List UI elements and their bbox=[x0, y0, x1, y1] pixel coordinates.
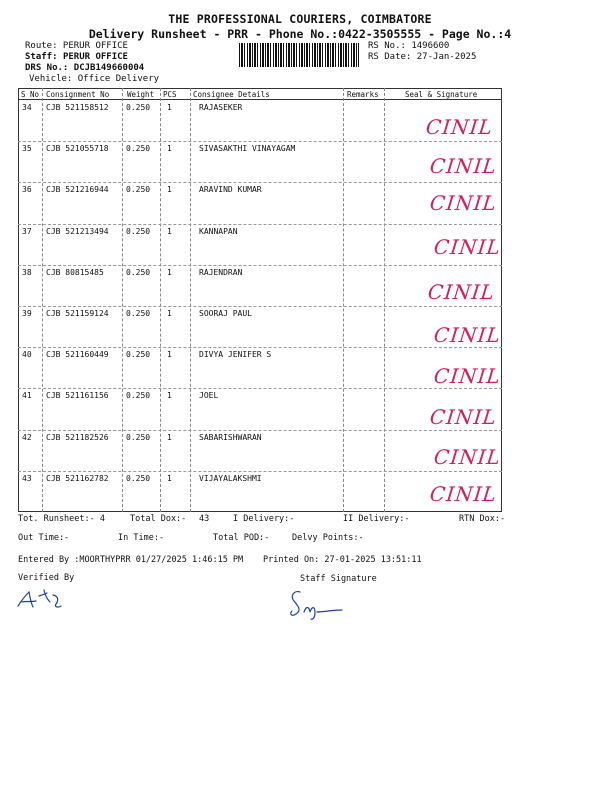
cell-weight: 0.250 bbox=[126, 391, 151, 401]
cell-weight: 0.250 bbox=[126, 144, 151, 154]
cell-pcs: 1 bbox=[167, 226, 172, 236]
cell-consignee: SABARISHWARAN bbox=[199, 432, 262, 442]
cell-pcs: 1 bbox=[167, 391, 172, 401]
column-header-remarks: Remarks bbox=[347, 90, 379, 99]
receiver-signature: CINIL bbox=[432, 234, 503, 259]
drs-label: DRS No.: bbox=[25, 63, 69, 73]
column-divider bbox=[384, 88, 385, 512]
row-divider bbox=[18, 141, 502, 142]
table-header-rule bbox=[18, 99, 502, 100]
column-divider bbox=[343, 88, 344, 512]
rs-date: RS Date: 27-Jan-2025 bbox=[368, 52, 477, 62]
rtn-dox: RTN Dox:- bbox=[459, 514, 506, 524]
cell-consignee: JOEL bbox=[199, 391, 219, 401]
cell-consignee: DIVYA JENIFER S bbox=[199, 350, 272, 360]
row-divider bbox=[18, 224, 502, 225]
row-divider bbox=[18, 182, 502, 183]
total-runsheet: Tot. Runsheet:- 4 bbox=[18, 514, 105, 524]
cell-consignment-no: CJB 521158512 bbox=[46, 103, 109, 112]
cell-pcs: 1 bbox=[167, 309, 172, 318]
row-divider bbox=[18, 471, 502, 472]
in-time: In Time:- bbox=[118, 533, 165, 543]
ii-delivery: II Delivery:- bbox=[343, 514, 410, 524]
column-divider bbox=[122, 88, 123, 512]
receiver-signature: CINIL bbox=[428, 191, 499, 216]
runsheet-subtitle: Delivery Runsheet - PRR - Phone No.:0422-3505555 - Page No.:4 bbox=[88, 27, 512, 41]
cell-consignment-no: CJB 80815485 bbox=[46, 267, 104, 277]
cell-consignment-no: CJB 521216944 bbox=[46, 185, 109, 195]
cell-weight: 0.250 bbox=[126, 103, 151, 112]
cell-weight: 0.250 bbox=[126, 226, 151, 236]
receiver-signature: CINIL bbox=[426, 279, 497, 304]
row-divider bbox=[18, 306, 502, 307]
cell-weight: 0.250 bbox=[126, 267, 151, 277]
entered-by: Entered By :MOORTHYPRR 01/27/2025 1:46:15 PM bbox=[18, 555, 244, 565]
receiver-signature: CINIL bbox=[432, 364, 503, 389]
row-divider bbox=[18, 265, 502, 266]
cell-pcs: 1 bbox=[167, 473, 172, 483]
column-divider bbox=[190, 88, 191, 512]
column-header-consignment: Consignment No bbox=[46, 90, 110, 99]
column-header-sno: S No bbox=[21, 90, 40, 99]
staff-line bbox=[25, 52, 128, 63]
cell-sno: 39 bbox=[22, 309, 32, 318]
staff-signature bbox=[284, 586, 350, 622]
column-header-weight: Weight bbox=[127, 90, 155, 99]
cell-consignee: SIVASAKTHI VINAYAGAM bbox=[199, 144, 296, 154]
row-divider bbox=[18, 347, 502, 348]
i-delivery: I Delivery:- bbox=[233, 514, 295, 524]
cell-sno: 37 bbox=[22, 226, 32, 236]
cell-consignee: KANNAPAN bbox=[199, 226, 238, 236]
cell-pcs: 1 bbox=[167, 350, 172, 360]
drs-barcode bbox=[239, 43, 359, 67]
receiver-signature: CINIL bbox=[428, 405, 499, 430]
staff-value: PERUR OFFICE bbox=[62, 52, 128, 62]
cell-pcs: 1 bbox=[167, 103, 172, 112]
column-header-consignee: Consignee Details bbox=[193, 90, 270, 99]
printed-on: Printed On: 27-01-2025 13:51:11 bbox=[263, 555, 422, 565]
row-divider bbox=[18, 430, 502, 431]
cell-weight: 0.250 bbox=[126, 350, 151, 360]
cell-consignee: SOORAJ PAUL bbox=[199, 309, 252, 318]
cell-sno: 34 bbox=[22, 103, 32, 112]
company-title: THE PROFESSIONAL COURIERS, COIMBATORE bbox=[168, 12, 432, 26]
out-time: Out Time:- bbox=[18, 533, 70, 543]
total-pod: Total POD:- bbox=[213, 533, 270, 543]
cell-sno: 41 bbox=[22, 391, 32, 401]
cell-sno: 43 bbox=[22, 473, 32, 483]
column-header-pcs: PCS bbox=[163, 90, 177, 99]
cell-consignment-no: CJB 521182526 bbox=[46, 432, 109, 442]
cell-sno: 42 bbox=[22, 432, 32, 442]
cell-consignee: ARAVIND KUMAR bbox=[199, 185, 262, 195]
cell-sno: 35 bbox=[22, 144, 32, 154]
cell-sno: 40 bbox=[22, 350, 32, 360]
cell-consignment-no: CJB 521162782 bbox=[46, 473, 109, 483]
cell-consignment-no: CJB 521161156 bbox=[46, 391, 109, 401]
total-dox-label: Total Dox:- bbox=[130, 514, 187, 524]
receiver-signature: CINIL bbox=[432, 444, 503, 469]
drs-value: DCJB149660004 bbox=[73, 63, 145, 73]
cell-sno: 38 bbox=[22, 267, 32, 277]
staff-label: Staff: bbox=[25, 52, 58, 62]
cell-weight: 0.250 bbox=[126, 432, 151, 442]
receiver-signature: CINIL bbox=[432, 323, 503, 347]
cell-consignment-no: CJB 521160449 bbox=[46, 350, 109, 360]
cell-consignment-no: CJB 521055718 bbox=[46, 144, 109, 154]
column-divider bbox=[42, 88, 43, 512]
receiver-signature: CINIL bbox=[424, 115, 495, 139]
column-divider bbox=[160, 88, 161, 512]
receiver-signature: CINIL bbox=[428, 154, 499, 179]
drs-line bbox=[25, 63, 144, 74]
cell-pcs: 1 bbox=[167, 267, 172, 277]
vehicle-label: Vehicle: Office Delivery bbox=[29, 74, 160, 84]
verified-by-label: Verified By bbox=[18, 573, 75, 583]
total-dox-value: 43 bbox=[199, 514, 210, 524]
row-divider bbox=[18, 388, 502, 389]
route-label: Route: PERUR OFFICE bbox=[25, 41, 128, 51]
staff-signature-label: Staff Signature bbox=[300, 574, 377, 584]
column-header-seal: Seal & Signature bbox=[405, 90, 478, 99]
rs-number: RS No.: 1496600 bbox=[368, 41, 450, 51]
cell-consignee: RAJENDRAN bbox=[199, 267, 243, 277]
cell-consignment-no: CJB 521213494 bbox=[46, 226, 109, 236]
cell-pcs: 1 bbox=[167, 144, 172, 154]
cell-weight: 0.250 bbox=[126, 309, 151, 318]
cell-weight: 0.250 bbox=[126, 185, 151, 195]
cell-weight: 0.250 bbox=[126, 473, 151, 483]
delivery-points: Delvy Points:- bbox=[292, 533, 364, 543]
cell-consignee: VIJAYALAKSHMI bbox=[199, 473, 262, 483]
cell-consignee: RAJASEKER bbox=[199, 103, 243, 112]
cell-pcs: 1 bbox=[167, 432, 172, 442]
verifier-signature bbox=[14, 586, 66, 614]
cell-consignment-no: CJB 521159124 bbox=[46, 309, 109, 318]
cell-pcs: 1 bbox=[167, 185, 172, 195]
receiver-signature: CINIL bbox=[428, 481, 499, 506]
cell-sno: 36 bbox=[22, 185, 32, 195]
